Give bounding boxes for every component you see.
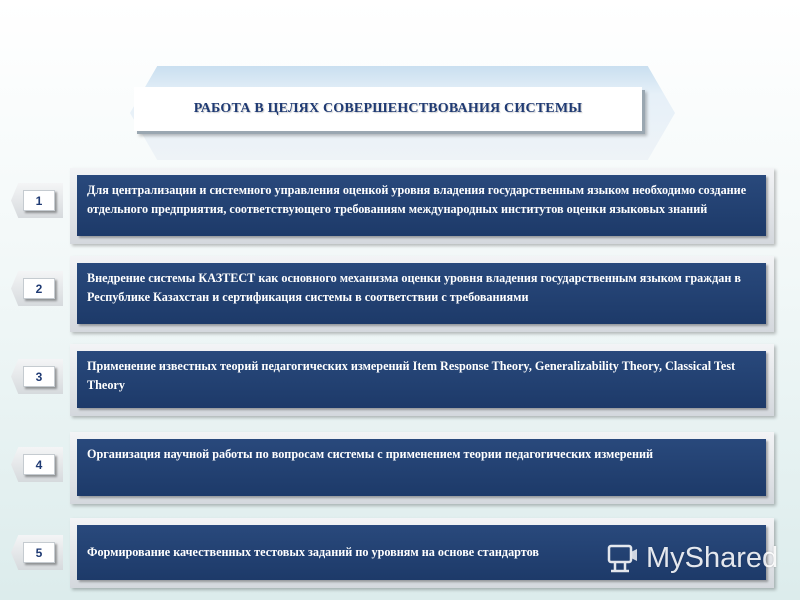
item-text-2: Внедрение системы КАЗТЕСТ как основного механизма оценки уровня владения государственным языком граждан в Республике Казахстан и сертификация системы в соответствии с требованиями <box>77 263 766 324</box>
item-text-1: Для централизации и системного управления оценкой уровня владения государственным языком необходимо создание отдельного предприятия, соответствующего требованиям международных институтов оценки языковых знаний <box>77 175 766 236</box>
item-text-5: Формирование качественных тестовых заданий по уровням на основе стандартов <box>77 525 766 580</box>
page-title: РАБОТА В ЦЕЛЯХ СОВЕРШЕНСТВОВАНИЯ СИСТЕМЫ <box>193 101 583 116</box>
item-number-3: 3 <box>23 366 55 387</box>
title-box <box>134 87 642 131</box>
item-text-4: Организация научной работы по вопросам системы с применением теории педагогических измерений <box>77 439 766 496</box>
item-number-1: 1 <box>23 190 55 211</box>
watermark-text: MyShared <box>646 541 779 574</box>
item-text-3: Применение известных теорий педагогических измерений Item Response Theory, Generalizability Theory, Classical Test Theory <box>77 351 766 408</box>
myshared-logo-icon <box>606 541 640 575</box>
item-number-2: 2 <box>23 278 55 299</box>
item-number-5: 5 <box>23 542 55 563</box>
watermark <box>606 538 778 578</box>
item-number-4: 4 <box>23 454 55 475</box>
